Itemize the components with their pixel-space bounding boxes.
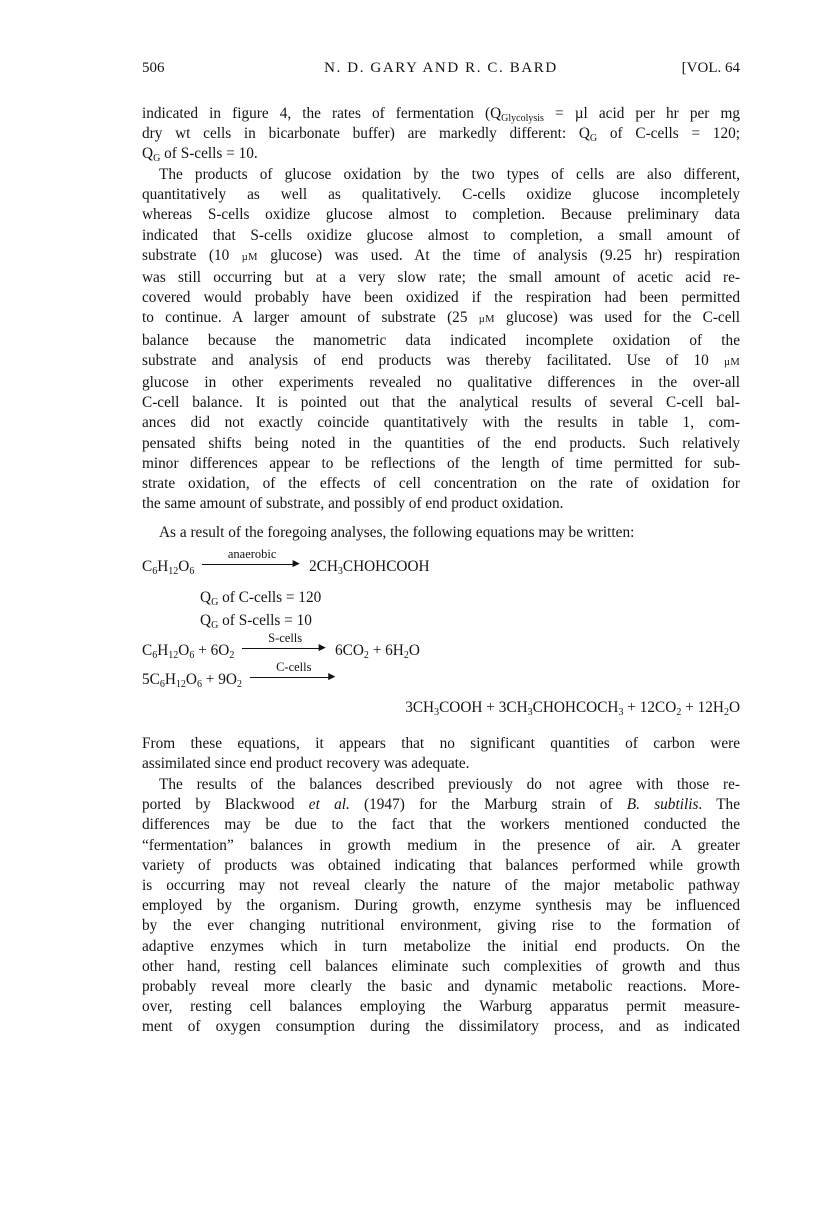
qg-s-cells: $Q_G$ of S-cells = 10 xyxy=(200,612,312,631)
arrow-head-icon: ► xyxy=(290,556,303,570)
text-line: the same amount of substrate, and possibly of end product oxidation. xyxy=(142,495,564,513)
equation-c-cells xyxy=(142,660,740,690)
text-line: pensated shifts being noted in the quantities of the end products. Such relatively xyxy=(142,434,740,452)
paragraph-fermentation-rates xyxy=(142,104,740,165)
text-line: dry wt cells in bicarbonate buffer) are markedly different: $Q_G$ of C-cells = 120; xyxy=(142,125,741,145)
products-formula: $6CO_2 + 6H_2O$ xyxy=(334,642,420,661)
products-formula: $3CH_3COOH$ + $3CH_3CHOHCOCH_3 + 12CO_2 + 12H_2O$ xyxy=(405,699,740,718)
volume-label: [VOL. 64 xyxy=(681,60,740,76)
text-line: was still occurring but at a very slow rate; the small amount of acetic acid re- xyxy=(142,269,740,287)
paragraph-balances-discussion xyxy=(142,775,740,1038)
reactants-formula: $C_6H_{12}O_6 + 6O_2$ xyxy=(142,642,235,661)
text-line: substrate (10 µM glucose) was used. At the time of analysis (9.25 hr) respiration xyxy=(142,246,740,264)
text-line: quantitatively as well as qualitatively. C-cells oxidize glucose incompletely xyxy=(142,186,740,204)
equation-c-cells-products xyxy=(142,698,740,718)
text-line: is occurring may not reveal clearly the nature of the major metabolic pathway xyxy=(142,877,740,895)
text-line: employed by the organism. During growth, enzyme synthesis may be influenced xyxy=(142,897,740,915)
text-line: glucose in other experiments revealed no qualitative differences in the over-all xyxy=(142,374,740,392)
reaction-arrow xyxy=(242,631,329,655)
text-line: indicated that S-cells oxidize glucose almost to completion, a small amount of xyxy=(142,226,740,244)
text-line: From these equations, it appears that no significant quantities of carbon were xyxy=(142,735,740,752)
equation-anaerobic xyxy=(142,547,740,577)
paragraph-carbon-assimilation xyxy=(142,734,740,774)
page-number: 506 xyxy=(142,60,165,76)
text-line: C-cell balance. It is pointed out that the analytical results of several C-cell bal- xyxy=(142,394,740,412)
text-line: ment of oxygen consumption during the dissimilatory process, and as indicated xyxy=(142,1018,740,1036)
running-authors: N. D. GARY AND R. C. BARD xyxy=(324,60,558,76)
text-line: The products of glucose oxidation by the two types of cells are also different, xyxy=(159,166,740,183)
text-line: differences may be due to the fact that the workers mentioned conducted the xyxy=(142,816,740,834)
text-line: substrate and analysis of end products was thereby facilitated. Use of 10 µM xyxy=(142,351,740,369)
running-header xyxy=(142,60,740,82)
reaction-arrow xyxy=(250,660,338,684)
text-line: As a result of the foregoing analyses, the following equations may be written: xyxy=(159,524,635,541)
arrow-label-anaerobic: anaerobic xyxy=(227,547,277,561)
text-line: “fermentation” balances in growth medium in the presence of air. A greater xyxy=(142,836,740,854)
reactants-formula: $5C_6H_{12}O_6 + 9O_2$ xyxy=(142,671,242,690)
text-line: covered would probably have been oxidized if the respiration had been permitted xyxy=(142,289,740,307)
arrow-head-icon: ► xyxy=(325,669,338,683)
paragraph-equations-intro xyxy=(142,523,740,543)
lactic-acid-formula: $2CH_3CHOHCOOH$ xyxy=(308,558,430,577)
reaction-arrow xyxy=(202,547,303,571)
text-line: $Q_G$ of S-cells = 10. xyxy=(142,145,258,165)
text-line: indicated in figure 4, the rates of fermentation ($Q_{Glycolysis} = \mu l$ acid per hr per mg xyxy=(142,105,741,124)
text-line: probably reveal more clearly the basic and dynamic metabolic reactions. More- xyxy=(142,978,740,996)
qg-c-cells: $Q_G$ of C-cells = 120 xyxy=(200,589,322,608)
text-line: variety of products was obtained indicating that balances performed while growth xyxy=(142,856,740,874)
text-line: balance because the manometric data indicated incomplete oxidation of the xyxy=(142,331,740,349)
paragraph-glucose-oxidation xyxy=(142,165,740,514)
text-line: adaptive enzymes which in turn metabolize the initial end products. On the xyxy=(142,937,740,955)
text-line: other hand, resting cell balances eliminate such complexities of growth and thus xyxy=(142,957,740,975)
text-line: assimilated since end product recovery was adequate. xyxy=(142,755,470,773)
equation-s-cells xyxy=(142,631,740,661)
text-line: strate oxidation, of the effects of cell concentration on the rate of oxidation for xyxy=(142,475,740,493)
text-line: to continue. A larger amount of substrate (25 µM glucose) was used for the C-cell xyxy=(142,309,740,327)
text-line: whereas S-cells oxidize glucose almost to completion. Because preliminary data xyxy=(142,206,740,224)
journal-page xyxy=(142,60,741,1036)
text-line: by the ever changing nutritional environment, giving rise to the formation of xyxy=(142,917,740,935)
arrow-label-s-cells: S-cells xyxy=(268,631,303,645)
arrow-head-icon: ► xyxy=(316,640,329,654)
arrow-label-c-cells: C-cells xyxy=(276,660,312,674)
text-line: over, resting cell balances employing the Warburg apparatus permit measure- xyxy=(142,998,740,1016)
text-line: ances did not exactly coincide quantitatively with the results in table 1, com- xyxy=(142,414,740,432)
glucose-formula: $C_6H_{12}O_6$ xyxy=(142,558,195,577)
text-line: The results of the balances described previously do not agree with those re- xyxy=(159,776,740,793)
text-line: ported by Blackwood et al. (1947) for the Marburg strain of B. subtilis. The xyxy=(142,796,740,814)
text-line: minor differences appear to be reflections of the length of time permitted for sub- xyxy=(142,454,740,472)
